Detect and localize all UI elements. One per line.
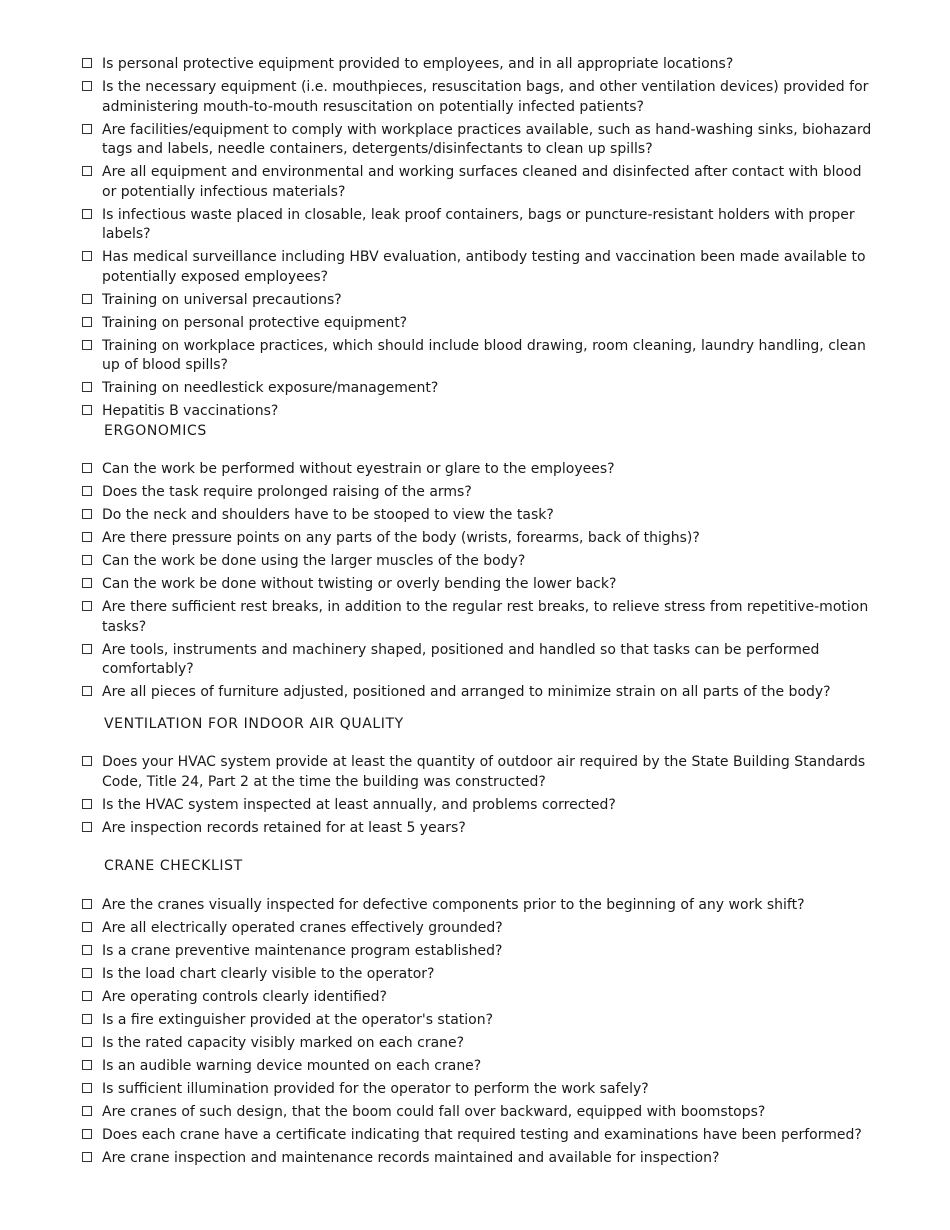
item-text: Can the work be performed without eyestrain or glare to the employees?: [102, 461, 615, 477]
item-text: Is the load chart clearly visible to the operator?: [102, 966, 435, 982]
checkbox[interactable]: [82, 209, 92, 219]
checkbox[interactable]: [82, 166, 92, 176]
checkbox[interactable]: [82, 822, 92, 832]
checklist-item: [82, 942, 872, 962]
checklist-item: [82, 1103, 872, 1123]
item-text: Does each crane have a certificate indicating that required testing and examinations have been performed?: [102, 1127, 862, 1143]
item-text: Is personal protective equipment provided to employees, and in all appropriate locations?: [102, 56, 734, 72]
checkbox[interactable]: [82, 81, 92, 91]
checkbox[interactable]: [82, 340, 92, 350]
section-bloodborne: [82, 55, 872, 425]
checkbox[interactable]: [82, 1014, 92, 1024]
checklist-item: [82, 379, 872, 399]
checklist-item: [82, 575, 872, 595]
checkbox[interactable]: [82, 405, 92, 415]
item-text: Are facilities/equipment to comply with workplace practices available, such as hand-washing sinks, biohazard tags and labels, needle containers, detergents/disinfectants to clean up spills?: [102, 121, 872, 157]
checkbox[interactable]: [82, 251, 92, 261]
checkbox[interactable]: [82, 922, 92, 932]
checkbox[interactable]: [82, 532, 92, 542]
checklist-item: [82, 78, 872, 117]
checklist-item: [82, 819, 872, 839]
checklist-item: [82, 683, 872, 703]
checklist-item: [82, 529, 872, 549]
item-text: Do the neck and shoulders have to be stooped to view the task?: [102, 507, 554, 523]
item-text: Training on workplace practices, which should include blood drawing, room cleaning, laundry handling, clean up of blood spills?: [102, 337, 866, 373]
checklist-item: [82, 506, 872, 526]
checklist-item: [82, 121, 872, 160]
checklist-item: [82, 919, 872, 939]
checkbox[interactable]: [82, 509, 92, 519]
checkbox[interactable]: [82, 968, 92, 978]
item-text: Are crane inspection and maintenance records maintained and available for inspection?: [102, 1150, 720, 1166]
checklist-item: [82, 1149, 872, 1169]
item-text: Can the work be done using the larger muscles of the body?: [102, 553, 526, 569]
checklist-item: [82, 1034, 872, 1054]
item-text: Are all pieces of furniture adjusted, positioned and arranged to minimize strain on all parts of the body?: [102, 684, 831, 700]
checkbox[interactable]: [82, 1037, 92, 1047]
section-heading-ventilation: VENTILATION FOR INDOOR AIR QUALITY: [104, 716, 404, 732]
item-text: Are tools, instruments and machinery shaped, positioned and handled so that tasks can be performed comfortably?: [102, 641, 820, 677]
section-ventilation: [82, 753, 872, 842]
item-text: Does your HVAC system provide at least the quantity of outdoor air required by the State Building Standards Code, Title 24, Part 2 at the time the building was constructed?: [102, 754, 866, 790]
checkbox[interactable]: [82, 686, 92, 696]
checkbox[interactable]: [82, 317, 92, 327]
checkbox[interactable]: [82, 463, 92, 473]
checklist-item: [82, 753, 872, 792]
checklist-item: [82, 460, 872, 480]
checklist-item: [82, 163, 872, 202]
checkbox[interactable]: [82, 899, 92, 909]
item-text: Are the cranes visually inspected for defective components prior to the beginning of any work shift?: [102, 897, 805, 913]
item-text: Does the task require prolonged raising of the arms?: [102, 484, 472, 500]
checkbox[interactable]: [82, 555, 92, 565]
checklist-item: [82, 248, 872, 287]
checklist-item: [82, 988, 872, 1008]
item-text: Is sufficient illumination provided for the operator to perform the work safely?: [102, 1081, 649, 1097]
checkbox[interactable]: [82, 1152, 92, 1162]
item-text: Has medical surveillance including HBV evaluation, antibody testing and vaccination been made available to potentially exposed employees?: [102, 249, 866, 285]
item-text: Is the necessary equipment (i.e. mouthpieces, resuscitation bags, and other ventilation devices) provided for administering mouth-to-mouth resuscitation on potentially infected patients?: [102, 79, 869, 115]
checkbox[interactable]: [82, 294, 92, 304]
checkbox[interactable]: [82, 1106, 92, 1116]
item-text: Is a fire extinguisher provided at the operator's station?: [102, 1012, 494, 1028]
checkbox[interactable]: [82, 1083, 92, 1093]
item-text: Is the rated capacity visibly marked on each crane?: [102, 1035, 465, 1051]
item-text: Are cranes of such design, that the boom could fall over backward, equipped with boomstops?: [102, 1104, 766, 1120]
checklist-item: [82, 314, 872, 334]
section-crane: [82, 896, 872, 1172]
item-text: Are there sufficient rest breaks, in addition to the regular rest breaks, to relieve stress from repetitive-motion tasks?: [102, 599, 869, 635]
checklist-item: [82, 796, 872, 816]
item-text: Is the HVAC system inspected at least annually, and problems corrected?: [102, 796, 616, 813]
item-text: Is an audible warning device mounted on each crane?: [102, 1058, 482, 1074]
checkbox[interactable]: [82, 382, 92, 392]
checklist-item: [82, 598, 872, 637]
checkbox[interactable]: [82, 578, 92, 588]
checklist-item: [82, 483, 872, 503]
checkbox[interactable]: [82, 58, 92, 68]
item-text: Training on universal precautions?: [102, 291, 342, 308]
item-text: Are there pressure points on any parts of the body (wrists, forearms, back of thighs)?: [102, 530, 700, 546]
checklist-item: [82, 552, 872, 572]
checklist-item: [82, 965, 872, 985]
checkbox[interactable]: [82, 486, 92, 496]
checklist-item: [82, 1080, 872, 1100]
checklist-item: [82, 291, 872, 311]
checklist-item: [82, 1126, 872, 1146]
item-text: Is a crane preventive maintenance program established?: [102, 943, 503, 959]
checkbox[interactable]: [82, 1129, 92, 1139]
item-text: Are all electrically operated cranes effectively grounded?: [102, 920, 503, 936]
section-ergonomics: [82, 460, 872, 706]
checklist-item: [82, 55, 872, 75]
checkbox[interactable]: [82, 945, 92, 955]
checklist-item: [82, 641, 872, 680]
checklist-item: [82, 337, 872, 376]
section-heading-ergonomics: ERGONOMICS: [104, 423, 207, 439]
item-text: Is infectious waste placed in closable, leak proof containers, bags or puncture-resistant holders with proper labels?: [102, 206, 855, 242]
item-text: Hepatitis B vaccinations?: [102, 403, 279, 419]
item-text: Training on needlestick exposure/management?: [102, 380, 439, 396]
item-text: Training on personal protective equipment?: [102, 314, 408, 331]
checkbox[interactable]: [82, 1060, 92, 1070]
checkbox[interactable]: [82, 799, 92, 809]
checklist-item: [82, 206, 872, 245]
item-text: Can the work be done without twisting or overly bending the lower back?: [102, 576, 617, 592]
checkbox[interactable]: [82, 644, 92, 654]
item-text: Are operating controls clearly identified?: [102, 989, 387, 1005]
item-text: Are inspection records retained for at least 5 years?: [102, 819, 466, 836]
checklist-item: [82, 402, 872, 422]
item-text: Are all equipment and environmental and working surfaces cleaned and disinfected after contact with blood or potentially infectious materials?: [102, 164, 862, 200]
checkbox[interactable]: [82, 601, 92, 611]
checkbox[interactable]: [82, 756, 92, 766]
checklist-item: [82, 896, 872, 916]
checkbox[interactable]: [82, 991, 92, 1001]
checklist-item: [82, 1011, 872, 1031]
checkbox[interactable]: [82, 124, 92, 134]
section-heading-crane: CRANE CHECKLIST: [104, 858, 243, 874]
checklist-item: [82, 1057, 872, 1077]
